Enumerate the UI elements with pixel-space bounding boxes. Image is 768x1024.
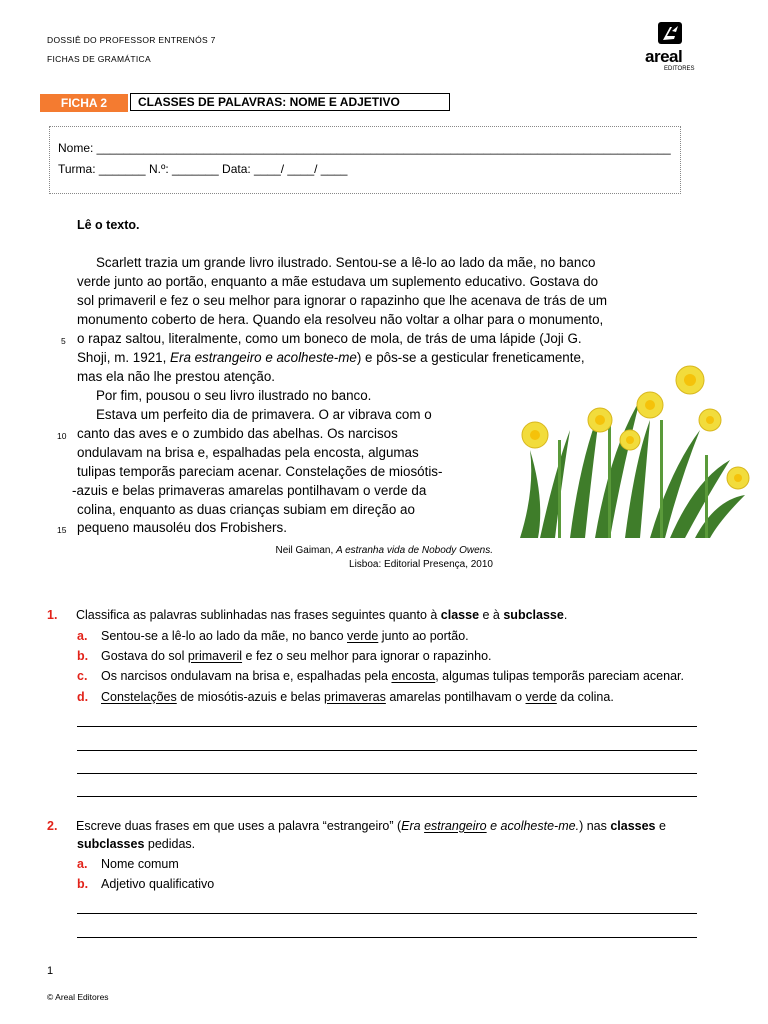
header-series: DOSSIÊ DO PROFESSOR ENTRENÓS 7 xyxy=(47,35,216,45)
page-number: 1 xyxy=(47,965,54,977)
underlined-word: verde xyxy=(347,629,379,643)
daffodils-illustration xyxy=(500,360,760,540)
text-line: sol primaveril e fez o seu melhor para ignorar o rapazinho que lhe acenava de trás de um xyxy=(77,293,607,308)
areal-logo-icon xyxy=(655,20,685,46)
answer-line[interactable] xyxy=(77,750,697,751)
logo-subtitle: EDITORES xyxy=(664,66,695,72)
header-subtitle: FICHAS DE GRAMÁTICA xyxy=(47,54,151,64)
text-line: -azuis e belas primaveras amarelas pontilhavam o verde da xyxy=(72,483,427,498)
underlined-word: primaveril xyxy=(187,649,243,663)
book-title: A estranha vida de Nobody Owens. xyxy=(336,545,493,556)
text-line: colina, enquanto as duas crianças subiam em direção ao xyxy=(77,502,415,517)
text-line: Estava um perfeito dia de primavera. O ar vibrava com o xyxy=(96,407,432,422)
logo-wordmark: areal xyxy=(645,47,683,66)
answer-line[interactable] xyxy=(77,937,697,938)
name-field[interactable]: Nome: ______________________________________________________________________________________ xyxy=(58,141,671,155)
text-line: ondulavam na brisa e, espalhadas pela encosta, algumas xyxy=(77,445,419,460)
answer-line[interactable] xyxy=(77,796,697,797)
text-line: canto das aves e o zumbido das abelhas. Os narcisos xyxy=(77,426,398,441)
answer-line[interactable] xyxy=(77,913,697,914)
epitaph-quote: Era estrangeiro e acolheste-me xyxy=(170,350,357,365)
question-2-cont: subclasses pedidas. xyxy=(77,837,196,851)
underlined-word: encosta xyxy=(391,669,436,683)
sheet-title: CLASSES DE PALAVRAS: NOME E ADJETIVO xyxy=(130,93,450,111)
text-line: Scarlett trazia um grande livro ilustrado. Sentou-se a lê-lo ao lado da mãe, no banco xyxy=(96,255,596,270)
text-line: monumento coberto de hera. Quando ela resolveu não voltar a olhar para o monumento, xyxy=(77,312,604,327)
question-2: 2. Escreve duas frases em que uses a palavra “estrangeiro” (Era estrangeiro e acolheste-me.) nas classes e xyxy=(47,819,666,833)
ficha-label: FICHA 2 xyxy=(40,94,128,112)
copyright: © Areal Editores xyxy=(47,992,109,1002)
text-line: tulipas temporãs pareciam acenar. Constelações de miosótis- xyxy=(77,464,443,479)
underlined-word: Constelações xyxy=(101,690,177,704)
line-number: 5 xyxy=(61,336,66,346)
underlined-word: primaveras xyxy=(324,690,386,704)
class-date-field[interactable]: Turma: _______ N.º: _______ Data: ____/ ____/ ____ xyxy=(58,162,348,176)
identification-box xyxy=(49,126,681,194)
text-line: mas ela não lhe prestou atenção. xyxy=(77,369,276,384)
question-2a: a. Nome comum xyxy=(77,857,179,871)
text-line: verde junto ao portão, enquanto a mãe estudava um suplemento educativo. Gostava do xyxy=(77,274,599,289)
question-1: 1. Classifica as palavras sublinhadas nas frases seguintes quanto à classe e à subclasse. xyxy=(47,608,568,622)
question-1c: c. Os narcisos ondulavam na brisa e, espalhadas pela encosta, algumas tulipas temporãs pareciam acenar. xyxy=(77,669,684,683)
text-line: pequeno mausoléu dos Frobishers. xyxy=(77,520,287,535)
underlined-word: estrangeiro xyxy=(424,819,487,833)
citation-author: Neil Gaiman, A estranha vida de Nobody Owens. xyxy=(275,545,493,556)
question-1d: d. Constelações de miosótis-azuis e belas primaveras amarelas pontilhavam o verde da colina. xyxy=(77,690,614,704)
question-1b: b. Gostava do sol primaveril e fez o seu melhor para ignorar o rapazinho. xyxy=(77,649,492,663)
text-line: Shoji, m. 1921, Era estrangeiro e acolheste-me) e pôs-se a gesticular freneticamente, xyxy=(77,350,585,365)
answer-line[interactable] xyxy=(77,773,697,774)
text-line: o rapaz saltou, literalmente, como um boneco de mola, de trás de uma lápide (Joji G. xyxy=(77,331,582,346)
underlined-word: verde xyxy=(525,690,557,704)
reading-instruction: Lê o texto. xyxy=(77,218,140,232)
question-1a: a. Sentou-se a lê-lo ao lado da mãe, no banco verde junto ao portão. xyxy=(77,629,469,643)
text-line: Por fim, pousou o seu livro ilustrado no banco. xyxy=(96,388,372,403)
citation-publisher: Lisboa: Editorial Presença, 2010 xyxy=(349,559,493,570)
line-number: 15 xyxy=(57,525,67,535)
line-number: 10 xyxy=(57,431,67,441)
question-2b: b. Adjetivo qualificativo xyxy=(77,877,215,891)
answer-line[interactable] xyxy=(77,726,697,727)
